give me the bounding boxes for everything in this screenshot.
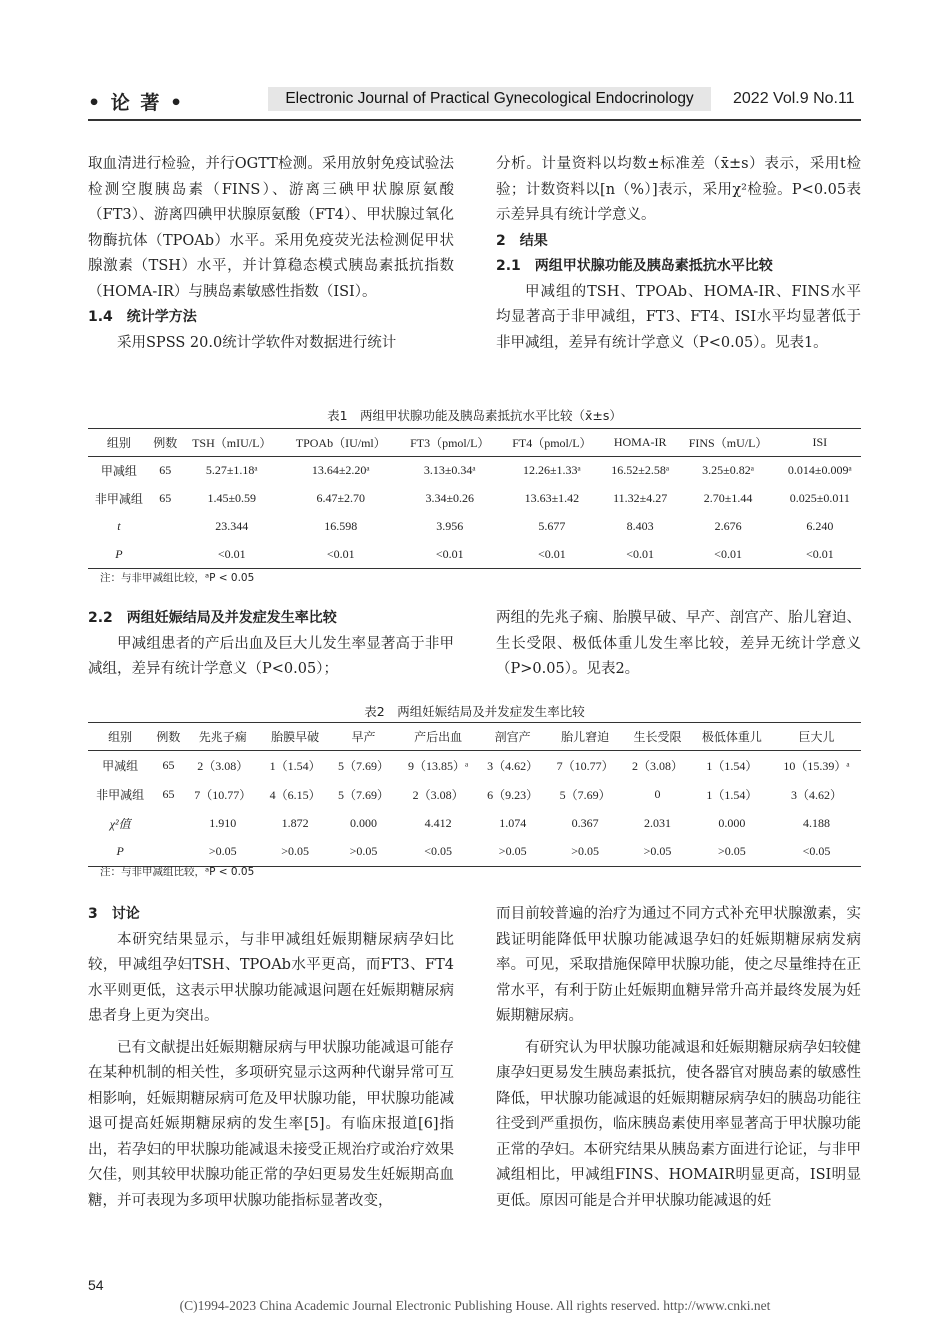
stat-continuation: 分析。计量资料以均数±标准差（x̄±s）表示，采用t检验；计数资料以[n（%）]表示，采用χ²检验。P<0.05表示差异具有统计学意义。 <box>496 156 861 223</box>
table2-note: 注：与非甲减组比较，ᵃP < 0.05 <box>100 866 255 878</box>
table2-header: 极低体重儿 <box>692 723 772 751</box>
table-cell: 7（10.77） <box>556 758 614 773</box>
table-row <box>88 809 861 838</box>
table-cell: <0.01 <box>677 541 778 569</box>
result-2-1-paragraph: 甲减组的TSH、TPOAb、HOMA-IR、FINS水平均显著高于非甲减组，FT3、FT4、ISI水平均显著低于非甲减组，差异有统计学意义（P<0.05）。见表1。 <box>496 283 861 351</box>
table-cell: 3.13±0.34ᵃ <box>423 463 476 478</box>
table-cell: 非甲减组 <box>96 787 145 802</box>
header-rule <box>88 119 861 121</box>
table1-header: 组别 <box>88 429 150 457</box>
table-cell: P <box>88 838 152 867</box>
table1-caption: 表1 两组甲状腺功能及胰岛素抵抗水平比较（x̄±s） <box>327 408 622 423</box>
mid-left-column <box>88 606 454 683</box>
result-2-2-paragraph: 甲减组患者的产后出血及巨大儿发生率显著高于非甲减组，差异有统计学意义（P<0.05）； <box>88 635 454 677</box>
table-cell: 2.676 <box>714 519 742 533</box>
discussion-paragraph-3: 而目前较普遍的治疗为通过不同方式补充甲状腺激素，实践证明能降低甲状腺功能减退孕妇的妊娠期糖尿病发病率。可见，采取措施保障甲状腺功能，使之尽量维持在正常水平，有利于防止妊娠期血糖异常升高并最终发展为妊娠期糖尿病。 <box>496 906 861 1024</box>
table-cell: 非甲减组 <box>94 492 143 506</box>
table-cell: 4.188 <box>803 815 831 830</box>
table1-header: FT4（pmol/L） <box>501 429 603 457</box>
table1-header: FT3（pmol/L） <box>399 429 501 457</box>
table-cell: 3（4.62） <box>791 787 843 802</box>
table2-header: 组别 <box>88 723 152 751</box>
table-cell: 1（1.54） <box>269 758 321 773</box>
bottom-right-column <box>496 902 861 1214</box>
table-cell: 0.025±0.011 <box>789 491 850 505</box>
table-cell: 5（7.69） <box>337 758 389 773</box>
table-cell: 65 <box>159 463 172 478</box>
table-cell: 2（3.08） <box>197 758 249 773</box>
top-right-column <box>496 152 861 356</box>
section-label: • 论 著 • <box>88 92 185 114</box>
table-cell: 2.031 <box>643 815 671 830</box>
table-cell: 2（3.08） <box>412 787 464 802</box>
table-cell: t <box>117 519 121 533</box>
table-cell: 10（15.39）ᵃ <box>783 758 850 773</box>
heading-2: 2 结果 <box>496 232 548 249</box>
table2-header: 例数 <box>152 723 184 751</box>
table-cell: <0.01 <box>399 541 501 569</box>
table-cell: <0.01 <box>181 541 283 569</box>
table-cell: >0.05 <box>547 838 623 867</box>
table1-header: TSH（mIU/L） <box>181 429 283 457</box>
table2-header: 产后出血 <box>398 723 479 751</box>
table-cell: 2.70±1.44 <box>703 491 753 505</box>
table-cell: 0.000 <box>350 815 377 830</box>
table-cell: 2（3.08） <box>631 758 683 773</box>
result-2-2-continuation: 两组的先兆子痫、胎膜早破、早产、剖宫产、胎儿窘迫、生长受限、极低体重儿发生率比较，差异无统计学意义（P>0.05）。见表2。 <box>496 610 861 677</box>
table-cell <box>152 809 184 838</box>
table-cell: 1（1.54） <box>706 758 758 773</box>
table-cell: 6.47±2.70 <box>316 491 366 505</box>
table-cell: 16.598 <box>324 519 358 533</box>
table-row <box>88 751 861 780</box>
table-cell: 0.000 <box>718 815 746 830</box>
table-cell: 9（13.85）ᵃ <box>407 758 469 773</box>
table-row <box>88 513 861 541</box>
table-cell: 65 <box>162 757 175 772</box>
table-cell: 6.240 <box>806 519 834 533</box>
discussion-paragraph-1: 本研究结果显示，与非甲减组妊娠期糖尿病孕妇比较，甲减组孕妇TSH、TPOAb水平更高，而FT3、FT4水平则更低，这表示甲状腺功能减退问题在妊娠期糖尿病患者身上更为突出。 <box>88 931 454 1024</box>
table-cell: 4（6.15） <box>269 787 321 802</box>
discussion-paragraph-2: 已有文献提出妊娠期糖尿病与甲状腺功能减退可能存在某种机制的相关性，多项研究显示这两种代谢异常可互相影响，妊娠期糖尿病可危及甲状腺功能，甲状腺功能减退可提高妊娠期糖尿病的发生率[5]。有临床报道[6]指出，若孕妇的甲状腺功能减退未接受正规治疗或治疗效果欠佳，则其较甲状腺功能正常的孕妇更易发生妊娠期高血糖，并可表现为多项甲状腺功能指标显著改变， <box>88 1039 454 1209</box>
table-cell: 0.367 <box>571 815 599 830</box>
page-number: 54 <box>88 1277 104 1293</box>
table-cell: 8.403 <box>626 519 654 533</box>
table-row <box>88 838 861 867</box>
table-cell: >0.05 <box>692 838 772 867</box>
table-cell: 1.910 <box>209 815 237 830</box>
table-cell: <0.05 <box>772 838 861 867</box>
table-cell: 65 <box>159 491 172 505</box>
table-cell: >0.05 <box>623 838 691 867</box>
table-cell: <0.01 <box>603 541 677 569</box>
table-cell: 3.956 <box>436 519 464 533</box>
table-cell: 1（1.54） <box>706 787 758 802</box>
table2-header: 胎膜早破 <box>261 723 329 751</box>
table-cell: P <box>88 541 150 569</box>
table1-header: FINS（mU/L） <box>677 429 778 457</box>
table-cell: 23.344 <box>215 519 249 533</box>
heading-3: 3 讨论 <box>88 906 140 922</box>
stat-paragraph: 采用SPSS 20.0统计学软件对数据进行统计 <box>117 334 397 351</box>
table-cell <box>150 513 181 541</box>
bottom-left-column <box>88 902 454 1214</box>
table-cell: 0.014±0.009ᵃ <box>787 463 852 478</box>
table-cell: 7（10.77） <box>194 787 252 802</box>
table-cell: <0.01 <box>501 541 603 569</box>
table-cell: χ²值 <box>109 816 131 831</box>
table1 <box>88 428 861 569</box>
table-row <box>88 780 861 809</box>
table-cell: >0.05 <box>185 838 261 867</box>
methods-paragraph: 取血清进行检验，并行OGTT检测。采用放射免疫试验法检测空腹胰岛素（FINS）、游离三碘甲状腺原氨酸（FT3）、游离四碘甲状腺原氨酸（FT4）、甲状腺过氧化物酶抗体（TPOAb）水平。采用免疫荧光法检测促甲状腺激素（TSH）水平，并计算稳态模式胰岛素抵抗指数（HOMA-IR）与胰岛素敏感性指数（ISI）。 <box>88 156 454 300</box>
table-cell: 11.32±4.27 <box>613 491 668 505</box>
heading-2-2: 2.2 两组妊娠结局及并发症发生率比较 <box>88 610 337 626</box>
table-cell: 甲减组 <box>100 464 137 479</box>
table-cell: 4.412 <box>424 815 452 830</box>
table-cell: 12.26±1.33ᵃ <box>522 463 581 478</box>
table2-header: 巨大儿 <box>772 723 861 751</box>
table-cell: 5.677 <box>538 519 566 533</box>
copyright-footer: (C)1994-2023 China Academic Journal Electronic Publishing House. All rights reserved. http://www.cnki.net <box>179 1298 771 1313</box>
table-cell: 3.34±0.26 <box>425 491 475 505</box>
table-row <box>88 541 861 569</box>
table-cell: 13.63±1.42 <box>524 491 580 505</box>
top-left-column <box>88 152 454 356</box>
table1-header: 例数 <box>150 429 181 457</box>
journal-title: Electronic Journal of Practical Gynecological Endocrinology <box>268 87 711 111</box>
table2-header: 剖宫产 <box>479 723 547 751</box>
table-cell: 5.27±1.18ᵃ <box>205 463 258 478</box>
table2-caption: 表2 两组妊娠结局及并发症发生率比较 <box>364 704 585 719</box>
table-cell: 3（4.62） <box>487 758 539 773</box>
table-cell: 6（9.23） <box>487 787 539 802</box>
mid-right-column <box>496 606 861 683</box>
table-cell: <0.05 <box>398 838 479 867</box>
table-cell: 1.45±0.59 <box>207 491 257 505</box>
table-cell: >0.05 <box>329 838 397 867</box>
table2-header: 先兆子痫 <box>185 723 261 751</box>
table-cell: 13.64±2.20ᵃ <box>311 463 370 478</box>
table-cell: <0.01 <box>779 541 861 569</box>
table1-header: TPOAb（IU/ml） <box>283 429 399 457</box>
table-row <box>88 457 861 485</box>
table2-header: 早产 <box>329 723 397 751</box>
table-cell: 3.25±0.82ᵃ <box>702 463 754 478</box>
table1-note: 注：与非甲减组比较，ᵃP < 0.05 <box>100 572 255 584</box>
table-cell: 1.074 <box>499 815 527 830</box>
table-cell: 1.872 <box>281 815 309 830</box>
table-cell: >0.05 <box>479 838 547 867</box>
table-cell: 0 <box>654 786 661 801</box>
table1-header: HOMA-IR <box>603 429 677 457</box>
table-cell: 16.52±2.58ᵃ <box>611 463 670 478</box>
table2-header: 胎儿窘迫 <box>547 723 623 751</box>
table-cell: 5（7.69） <box>337 787 389 802</box>
table-cell: 65 <box>162 786 175 801</box>
journal-volume: 2022 Vol.9 No.11 <box>733 90 855 107</box>
table2-header: 生长受限 <box>623 723 691 751</box>
table1-header: ISI <box>779 429 861 457</box>
discussion-paragraph-4: 有研究认为甲状腺功能减退和妊娠期糖尿病孕妇较健康孕妇更易发生胰岛素抵抗，使各器官对胰岛素的敏感性降低，甲状腺功能减退的妊娠期糖尿病孕妇的胰岛功能往往受到严重损伤，临床胰岛素使用率显著高于甲状腺功能正常的孕妇。本研究结果从胰岛素方面进行论证，与非甲减组相比，甲减组FINS、HOMAIR明显更高，ISI明显更低。原因可能是合并甲状腺功能减退的妊 <box>496 1039 861 1209</box>
table-cell: <0.01 <box>283 541 399 569</box>
heading-1-4: 1.4 统计学方法 <box>88 309 197 325</box>
heading-2-1: 2.1 两组甲状腺功能及胰岛素抵抗水平比较 <box>496 258 773 274</box>
table-cell: >0.05 <box>261 838 329 867</box>
table-cell <box>150 541 181 569</box>
table2 <box>88 722 861 867</box>
table-cell: 5（7.69） <box>559 787 611 802</box>
table-cell: 甲减组 <box>102 758 139 773</box>
table-row <box>88 485 861 513</box>
table-cell <box>152 838 184 867</box>
